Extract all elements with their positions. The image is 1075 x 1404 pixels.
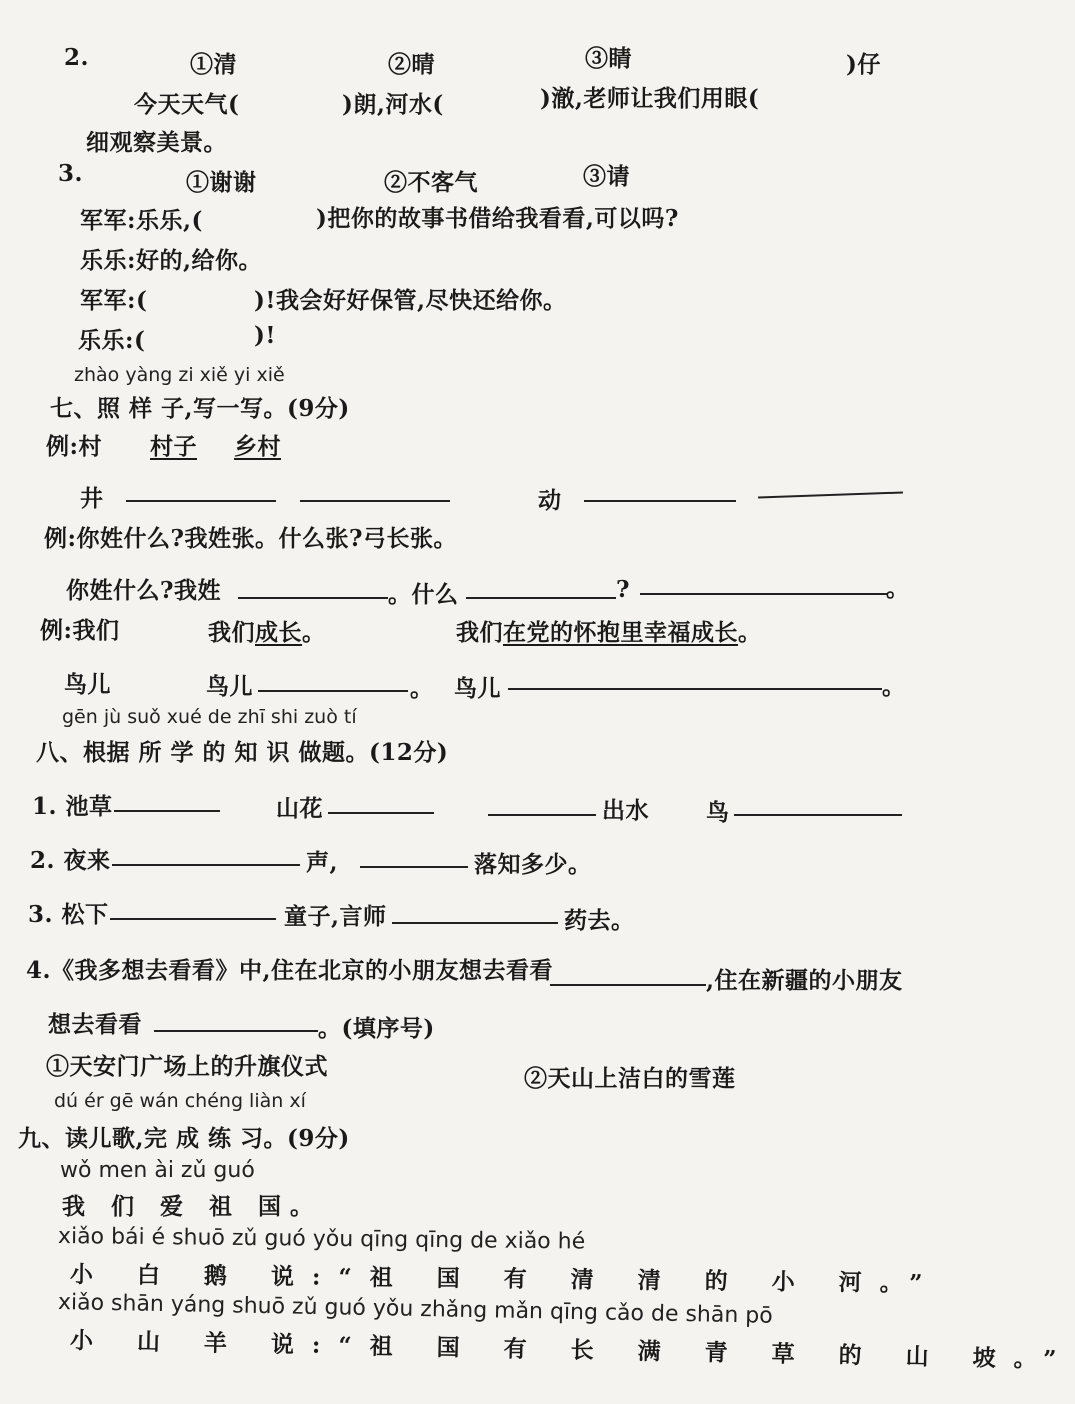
answer-blank[interactable]	[328, 812, 434, 814]
sentence-text: 。什么	[388, 581, 459, 608]
sentence-text: )仔	[846, 51, 881, 78]
character-prompt: 井	[80, 485, 104, 512]
item-text: 2. 夜来	[30, 847, 111, 874]
item-text: 出水	[602, 797, 649, 824]
sentence-text: )澈,老师让我们用眼(	[540, 85, 760, 112]
sentence-text: 细观察美景。	[86, 129, 227, 156]
answer-blank[interactable]	[758, 491, 903, 498]
option-2: ②不客气	[384, 169, 478, 196]
item-text: 4.《我多想去看看》中,住在北京的小朋友想去看看	[26, 957, 554, 984]
example-sentence: 我们在党的怀抱里幸福成长。	[456, 619, 762, 646]
sentence-text: 鸟儿	[454, 675, 501, 702]
example-sentence: 例:你姓什么?我姓张。什么张?弓长张。	[44, 525, 457, 552]
dialogue-line: 乐乐:好的,给你。	[80, 247, 262, 274]
sentence-text: 鸟儿	[64, 671, 111, 698]
example-word: 村子	[150, 433, 197, 460]
answer-blank[interactable]	[112, 864, 300, 866]
item-text: ,住在新疆的小朋友	[706, 967, 903, 994]
item-text: 声,	[306, 849, 339, 876]
question-number: 2.	[64, 44, 90, 71]
section-pinyin: gēn jù suǒ xué de zhī shi zuò tí	[62, 706, 357, 728]
example-word: 乡村	[234, 433, 281, 460]
item-text: 药去。	[564, 907, 635, 934]
section-pinyin: zhào yàng zi xiě yi xiě	[74, 364, 285, 386]
poem-line: 我 们 爱 祖 国。	[62, 1193, 323, 1220]
answer-blank[interactable]	[488, 814, 596, 816]
question-number: 3.	[58, 160, 84, 187]
answer-blank[interactable]	[640, 593, 888, 595]
answer-blank[interactable]	[734, 814, 902, 816]
answer-blank[interactable]	[126, 500, 276, 502]
section-title: 九、读儿歌,完 成 练 习。(9分)	[18, 1125, 350, 1152]
answer-blank[interactable]	[258, 690, 408, 692]
answer-blank[interactable]	[300, 500, 450, 502]
item-text: 3. 松下	[28, 901, 109, 928]
answer-blank[interactable]	[466, 597, 616, 599]
choice-option: ②天山上洁白的雪莲	[524, 1065, 736, 1092]
answer-blank[interactable]	[550, 984, 706, 986]
answer-blank[interactable]	[114, 810, 220, 812]
item-text: 。(填序号)	[318, 1015, 435, 1042]
answer-blank[interactable]	[584, 500, 736, 502]
poem-line: 小 白 鹅 说:“祖 国 有 清 清 的 小 河。”	[69, 1261, 941, 1298]
dialogue-line: )!我会好好保管,尽快还给你。	[254, 287, 567, 314]
dialogue-line: 军军:乐乐,(	[80, 207, 203, 234]
section-pinyin: dú ér gē wán chéng liàn xí	[54, 1090, 306, 1112]
item-text: 1. 池草	[32, 793, 113, 820]
example-label: 例:我们	[40, 617, 120, 644]
sentence-text: 鸟儿	[206, 673, 253, 700]
answer-blank[interactable]	[110, 918, 276, 920]
sentence-text: 。	[410, 675, 434, 702]
option-1: ①清	[190, 51, 237, 78]
item-text: 想去看看	[48, 1011, 142, 1038]
dialogue-line: 乐乐:(	[78, 327, 146, 354]
answer-blank[interactable]	[238, 597, 388, 599]
example-label: 例:村	[46, 433, 102, 460]
poem-pinyin: xiǎo shān yáng shuō zǔ guó yǒu zhǎng mǎn qīng cǎo de shān pō	[57, 1290, 773, 1329]
poem-pinyin: xiǎo bái é shuō zǔ guó yǒu qīng qīng de xiǎo hé	[57, 1224, 586, 1255]
section-title: 八、根据 所 学 的 知 识 做题。(12分)	[36, 739, 449, 766]
sentence-text: 。	[882, 673, 906, 700]
sentence-text: 你姓什么?我姓	[66, 577, 221, 604]
option-3: ③睛	[585, 45, 632, 72]
choice-option: ①天安门广场上的升旗仪式	[46, 1053, 328, 1080]
item-text: 山花	[276, 795, 323, 822]
option-2: ②晴	[388, 51, 435, 78]
poem-pinyin: wǒ men ài zǔ guó	[60, 1158, 255, 1183]
section-title: 七、照 样 子,写一写。(9分)	[50, 395, 350, 422]
answer-blank[interactable]	[508, 688, 882, 690]
item-text: 童子,言师	[284, 903, 387, 930]
sentence-text: )朗,河水(	[342, 91, 444, 118]
sentence-text: 。	[886, 575, 910, 602]
answer-blank[interactable]	[154, 1030, 318, 1032]
poem-line: 小 山 羊 说:“祖 国 有 长 满 青 草 的 山 坡。”	[69, 1327, 1075, 1374]
answer-blank[interactable]	[392, 922, 558, 924]
character-prompt: 动	[538, 487, 562, 514]
answer-blank[interactable]	[360, 866, 468, 868]
option-1: ①谢谢	[186, 169, 257, 196]
dialogue-line: )!	[254, 322, 276, 349]
item-text: 落知多少。	[474, 851, 592, 878]
dialogue-line: )把你的故事书借给我看看,可以吗?	[316, 205, 679, 232]
item-text: 鸟	[706, 799, 730, 826]
sentence-text: 今天天气(	[134, 91, 240, 118]
dialogue-line: 军军:(	[80, 287, 148, 314]
sentence-text: ?	[616, 576, 630, 603]
example-sentence: 我们成长。	[208, 619, 326, 646]
option-3: ③请	[583, 163, 630, 190]
